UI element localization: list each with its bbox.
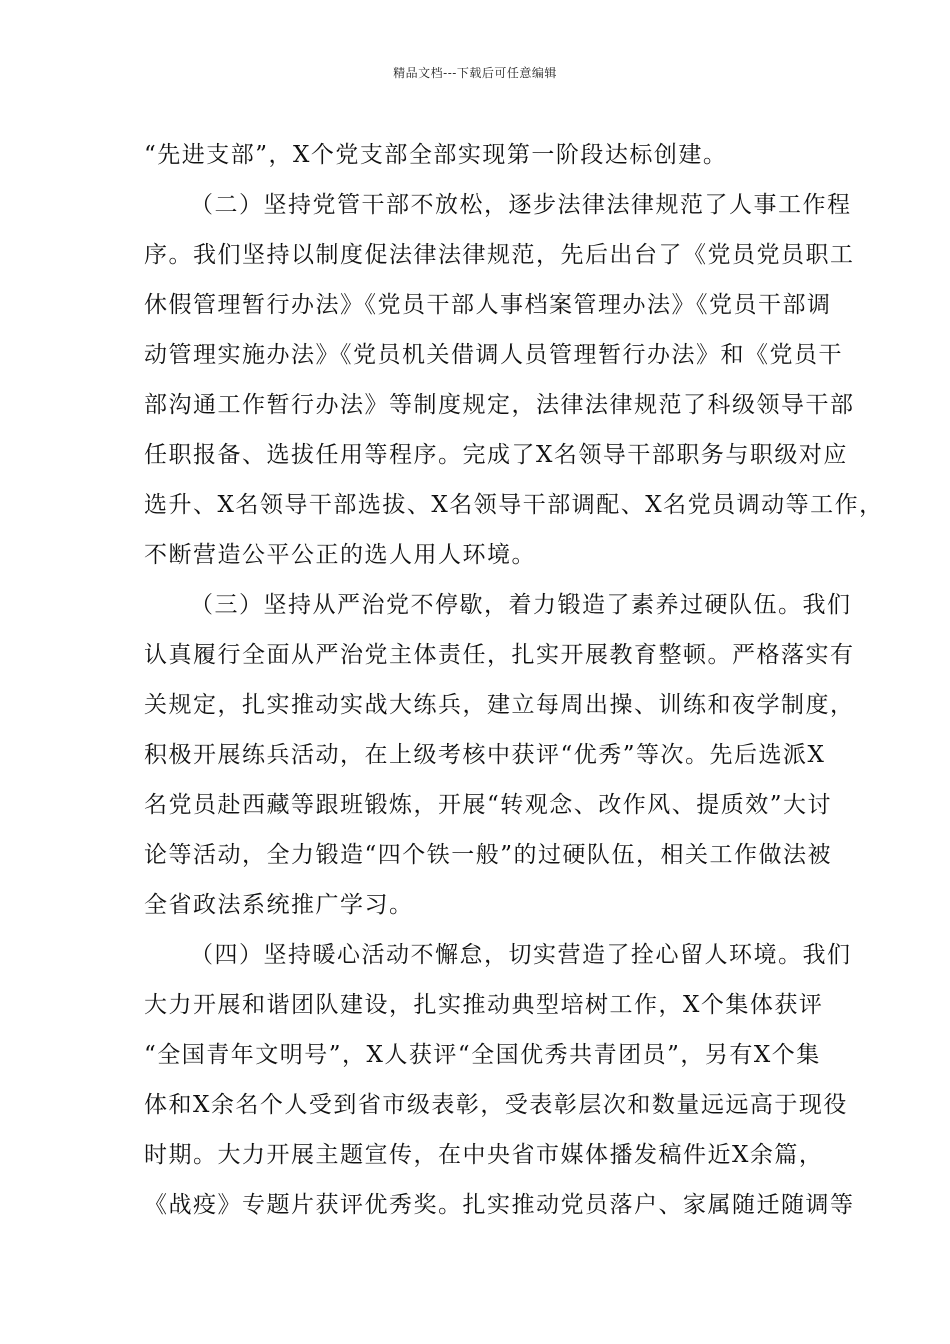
paragraph-heading-line: （四）坚持暖心活动不懈怠，切实营造了拴心留人环境。我们 (190, 942, 852, 968)
text-line: 动管理实施办法》《党员机关借调人员管理暂行办法》和《党员干 (144, 342, 843, 368)
text-line: 名党员赴西藏等跟班锻炼，开展“转观念、改作风、提质效”大讨 (144, 792, 833, 818)
text-line: 任职报备、选拔任用等程序。完成了X名领导干部职务与职级对应 (144, 442, 848, 468)
text-line: 认真履行全面从严治党主体责任，扎实开展教育整顿。严格落实有 (144, 642, 855, 668)
text-line: 积极开展练兵活动，在上级考核中获评“优秀”等次。先后选派X (144, 742, 826, 768)
paragraph-heading-line: （三）坚持从严治党不停歇，着力锻造了素养过硬队伍。我们 (190, 592, 852, 618)
text-line: 时期。大力开展主题宣传，在中央省市媒体播发稿件近X余篇， (144, 1142, 824, 1168)
paragraph-heading-line: （二）坚持党管干部不放松，逐步法律法律规范了人事工作程 (190, 192, 852, 218)
document-body (144, 130, 884, 1230)
text-line: “全国青年文明号”，X人获评“全国优秀共青团员”，另有X个集 (144, 1042, 821, 1068)
text-line: 关规定，扎实推动实战大练兵，建立每周出操、训练和夜学制度， (144, 692, 855, 718)
text-line: 大力开展和谐团队建设，扎实推动典型培树工作，X个集体获评 (144, 992, 824, 1018)
text-line: 不断营造公平公正的选人用人环境。 (144, 542, 536, 568)
text-line: 休假管理暂行办法》《党员干部人事档案管理办法》《党员干部调 (144, 292, 832, 318)
text-line: “先进支部”，X个党支部全部实现第一阶段达标创建。 (144, 142, 728, 168)
text-line: 《战疫》专题片获评优秀奖。扎实推动党员落户、家属随迁随调等 (144, 1192, 855, 1218)
text-line: 序。我们坚持以制度促法律法律规范，先后出台了《党员党员职工 (144, 242, 855, 268)
page-header: 精品文档---下载后可任意编辑 (393, 66, 557, 80)
text-line: 部沟通工作暂行办法》等制度规定，法律法律规范了科级领导干部 (144, 392, 855, 418)
text-line: 论等活动，全力锻造“四个铁一般”的过硬队伍，相关工作做法被 (144, 842, 833, 868)
text-line: 体和X余名个人受到省市级表彰，受表彰层次和数量远远高于现役 (144, 1092, 848, 1118)
text-line: 全省政法系统推广学习。 (144, 892, 414, 918)
text-line: 选升、X名领导干部选拔、X名领导干部调配、X名党员调动等工作， (144, 492, 884, 518)
